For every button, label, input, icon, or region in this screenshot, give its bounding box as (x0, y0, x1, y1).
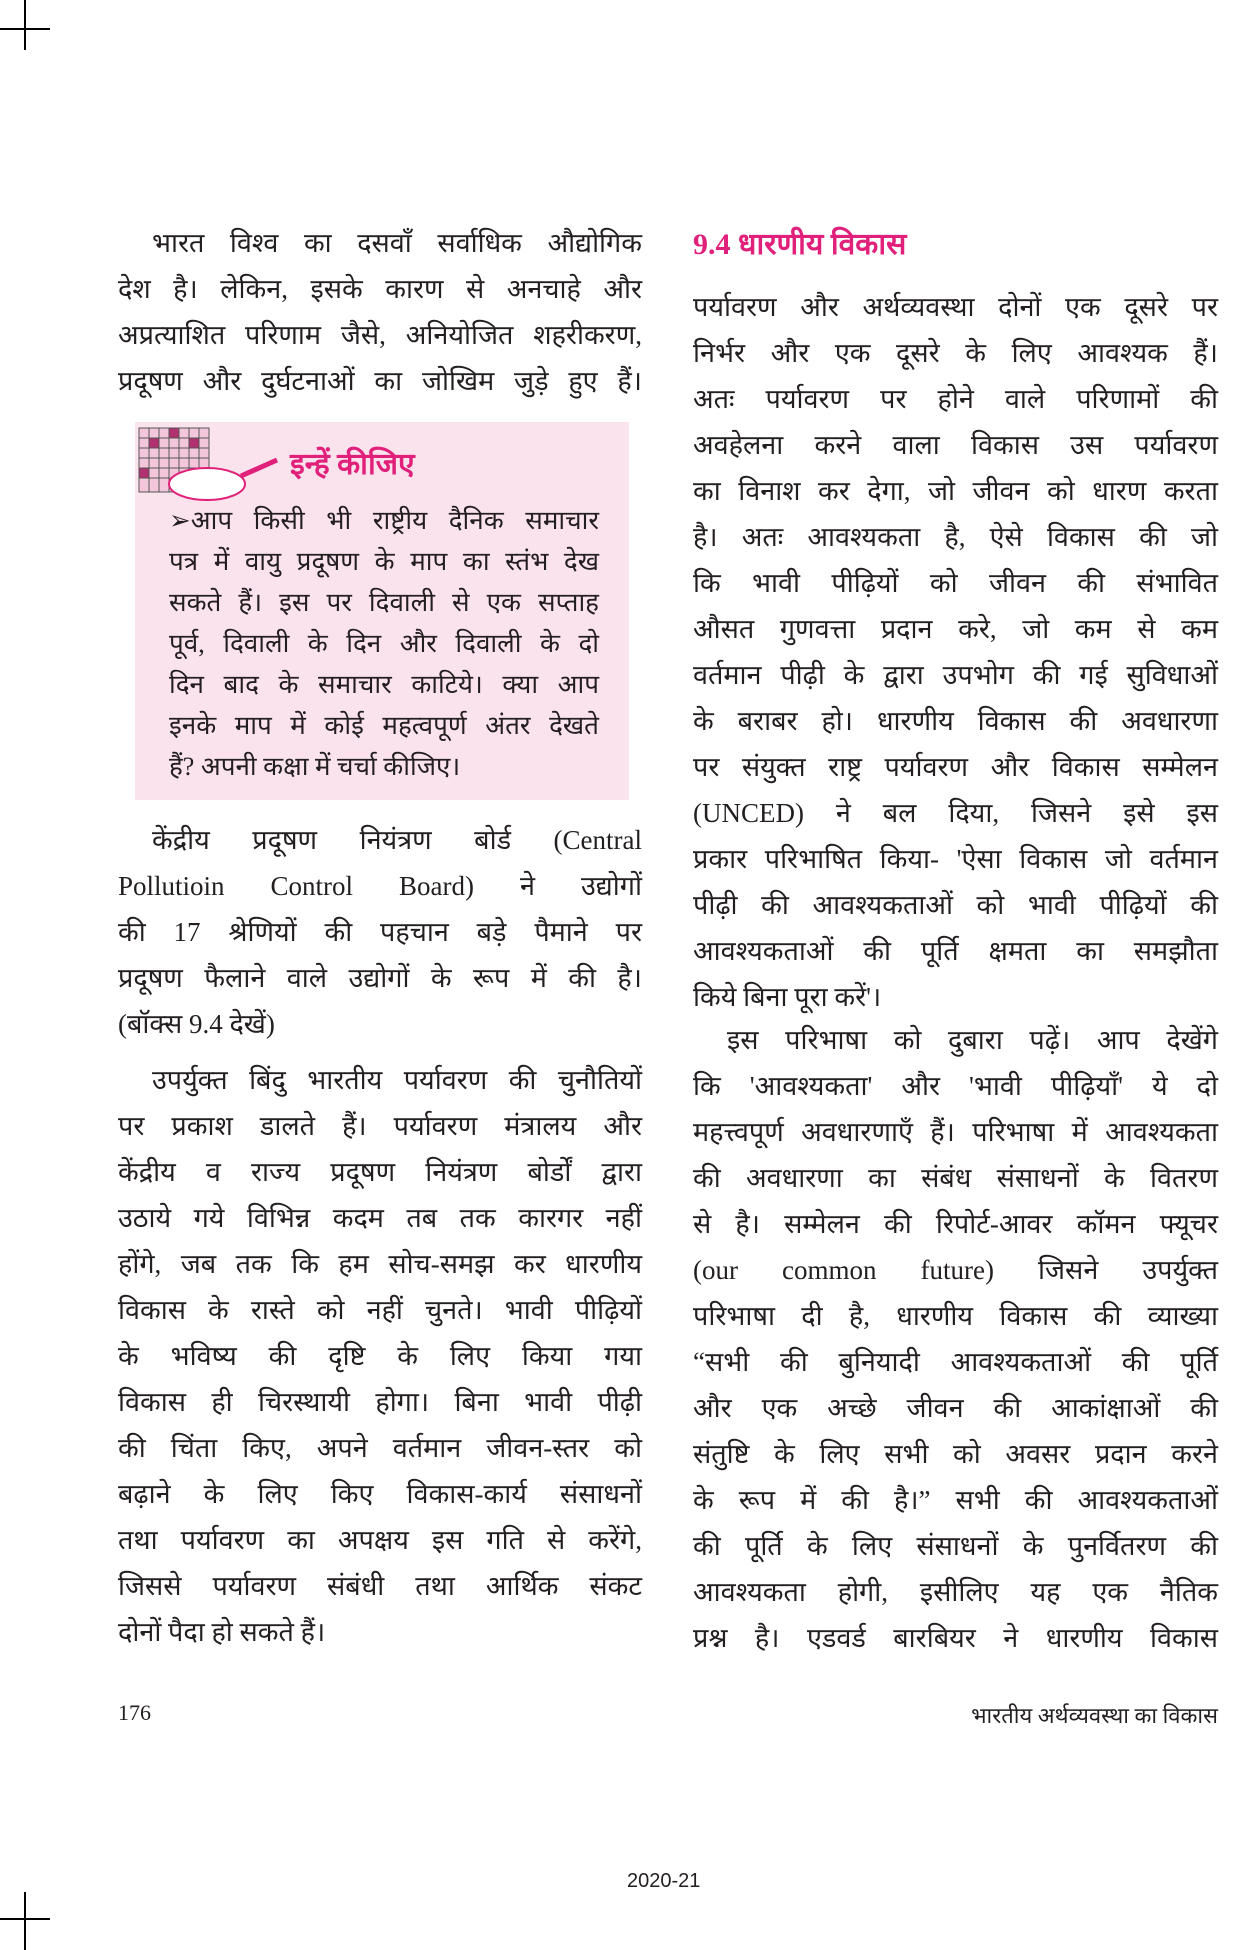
text-line: का विनाश कर देगा, जो जीवन को धारण करता (693, 476, 1218, 506)
section-heading: 9.4 धारणीय विकास (693, 228, 907, 261)
left-paragraph-3 (118, 1057, 642, 1655)
text-line: इस परिभाषा को दुबारा पढ़ें। आप देखेंगे (727, 1025, 1218, 1055)
text-line: और एक अच्छे जीवन की आकांक्षाओं की (693, 1393, 1218, 1423)
text-line: की चिंता किए, अपने वर्तमान जीवन-स्तर को (118, 1433, 642, 1463)
activity-box (135, 422, 629, 800)
text-line: पूर्व, दिवाली के दिन और दिवाली के दो (169, 629, 599, 658)
text-line: परिभाषा दी है, धारणीय विकास की व्याख्या (693, 1301, 1218, 1331)
text-line: की 17 श्रेणियों की पहचान बड़े पैमाने पर (118, 917, 642, 947)
text-line: (UNCED) ने बल दिया, जिसने इसे इस (693, 798, 1218, 828)
text-line: (our common future) जिसने उपर्युक्त (693, 1255, 1218, 1285)
text-line: आवश्यकता होगी, इसीलिए यह एक नैतिक (693, 1577, 1218, 1607)
text-line: है। अतः आवश्यकता है, ऐसे विकास की जो (693, 522, 1218, 552)
text-line: तथा पर्यावरण का अपक्षय इस गति से करेंगे, (118, 1525, 642, 1555)
text-line: सकते हैं। इस पर दिवाली से एक सप्ताह (169, 588, 599, 617)
text-line: पर्यावरण और अर्थव्यवस्था दोनों एक दूसरे पर (693, 292, 1218, 322)
text-line: विकास के रास्ते को नहीं चुनते। भावी पीढ़ियों (118, 1295, 642, 1325)
text-line: निर्भर और एक दूसरे के लिए आवश्यक हैं। (693, 338, 1218, 368)
text-line: पर संयुक्त राष्ट्र पर्यावरण और विकास सम्मेलन (693, 752, 1218, 782)
book-title: भारतीय अर्थव्यवस्था का विकास (971, 1703, 1218, 1728)
text-line: अवहेलना करने वाला विकास उस पर्यावरण (693, 430, 1218, 460)
crop-mark (24, 1892, 26, 1950)
text-line: उठाये गये विभिन्न कदम तब तक कारगर नहीं (118, 1203, 642, 1233)
text-line: केंद्रीय व राज्य प्रदूषण नियंत्रण बोर्डों द्वारा (118, 1157, 642, 1187)
right-paragraph-1 (693, 284, 1218, 1020)
text-line: (बॉक्स 9.4 देखें) (118, 1009, 275, 1039)
text-line: महत्त्वपूर्ण अवधारणाएँ हैं। परिभाषा में आवश्यकता (693, 1117, 1218, 1147)
text-line: उपर्युक्त बिंदु भारतीय पर्यावरण की चुनौतियों (152, 1065, 642, 1095)
text-line: ➢आप किसी भी राष्ट्रीय दैनिक समाचार (169, 506, 599, 535)
text-line: कि भावी पीढ़ियों को जीवन की संभावित (693, 568, 1218, 598)
activity-box-text (169, 500, 599, 787)
left-paragraph-2 (118, 817, 642, 1047)
text-line: पर प्रकाश डालते हैं। पर्यावरण मंत्रालय और (118, 1111, 642, 1141)
crop-mark (24, 0, 26, 50)
text-line: प्रकार परिभाषित किया- 'ऐसा विकास जो वर्तमान (693, 844, 1218, 874)
activity-box-title: इन्हें कीजिए (290, 448, 415, 481)
right-paragraph-2 (693, 1017, 1218, 1661)
text-line: के रूप में की है।” सभी की आवश्यकताओं (693, 1485, 1218, 1515)
magnifier-crossword-icon (137, 426, 287, 506)
text-line: इनके माप में कोई महत्वपूर्ण अंतर देखते (169, 711, 599, 740)
text-line: वर्तमान पीढ़ी के द्वारा उपभोग की गई सुविधाओं (693, 660, 1218, 690)
text-line: आवश्यकताओं की पूर्ति क्षमता का समझौता (693, 936, 1218, 966)
text-line: अप्रत्याशित परिणाम जैसे, अनियोजित शहरीकरण, (118, 320, 642, 350)
text-line: विकास ही चिरस्थायी होगा। बिना भावी पीढ़ी (118, 1387, 642, 1417)
text-line: कि 'आवश्यकता' और 'भावी पीढ़ियाँ' ये दो (693, 1071, 1218, 1101)
text-line: से है। सम्मेलन की रिपोर्ट-आवर कॉमन फ्यूचर (693, 1209, 1218, 1239)
text-line: प्रश्न है। एडवर्ड बारबियर ने धारणीय विकास (693, 1623, 1218, 1653)
text-line: अतः पर्यावरण पर होने वाले परिणामों की (693, 384, 1218, 414)
text-line: हैं? अपनी कक्षा में चर्चा कीजिए। (169, 752, 461, 781)
text-line: केंद्रीय प्रदूषण नियंत्रण बोर्ड (Central (152, 825, 642, 855)
text-line: “सभी की बुनियादी आवश्यकताओं की पूर्ति (693, 1347, 1218, 1377)
year-label: 2020-21 (627, 1870, 701, 1892)
text-line: के भविष्य की दृष्टि के लिए किया गया (118, 1341, 642, 1371)
text-line: दिन बाद के समाचार काटिये। क्या आप (169, 670, 599, 699)
text-line: प्रदूषण और दुर्घटनाओं का जोखिम जुड़े हुए हैं। (118, 366, 642, 396)
text-line: प्रदूषण फैलाने वाले उद्योगों के रूप में की है। (118, 963, 642, 993)
text-line: होंगे, जब तक कि हम सोच-समझ कर धारणीय (118, 1249, 642, 1279)
page-number: 176 (118, 1700, 151, 1725)
text-line: जिससे पर्यावरण संबंधी तथा आर्थिक संकट (118, 1571, 642, 1601)
text-line: संतुष्टि के लिए सभी को अवसर प्रदान करने (693, 1439, 1218, 1469)
text-line: पत्र में वायु प्रदूषण के माप का स्तंभ देख (169, 547, 599, 576)
text-line: औसत गुणवत्ता प्रदान करे, जो कम से कम (693, 614, 1218, 644)
text-line: दोनों पैदा हो सकते हैं। (118, 1617, 326, 1647)
text-line: Pollutioin Control Board) ने उद्योगों (118, 871, 642, 901)
text-line: देश है। लेकिन, इसके कारण से अनचाहे और (118, 274, 642, 304)
text-line: पीढ़ी की आवश्यकताओं को भावी पीढ़ियों की (693, 890, 1218, 920)
text-line: बढ़ाने के लिए किए विकास-कार्य संसाधनों (118, 1479, 642, 1509)
text-line: किये बिना पूरा करें'। (693, 982, 882, 1012)
text-line: की अवधारणा का संबंध संसाधनों के वितरण (693, 1163, 1218, 1193)
text-line: के बराबर हो। धारणीय विकास की अवधारणा (693, 706, 1218, 736)
left-paragraph-1 (118, 220, 642, 404)
text-line: की पूर्ति के लिए संसाधनों के पुनर्वितरण की (693, 1531, 1218, 1561)
text-line: भारत विश्व का दसवाँ सर्वाधिक औद्योगिक (152, 228, 642, 258)
